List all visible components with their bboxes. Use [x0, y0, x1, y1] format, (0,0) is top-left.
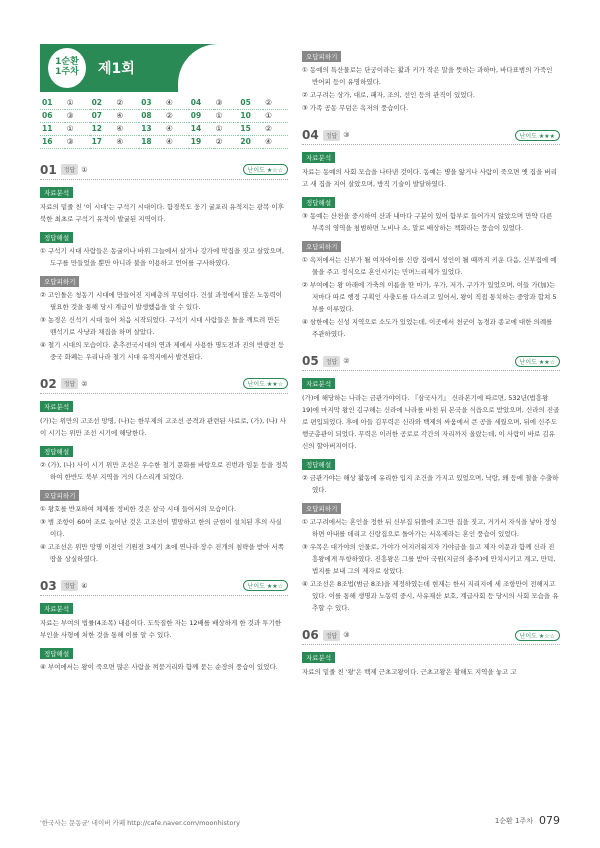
answer-choice: ③ — [65, 135, 90, 148]
round-badge — [48, 48, 86, 88]
answer-choice: ② — [263, 122, 288, 135]
header-corner-decoration — [178, 44, 288, 92]
answer-choice: ② — [214, 135, 239, 148]
answer-choice: ① — [214, 109, 239, 122]
question-number: 06 — [302, 628, 319, 642]
wrong-item: ② 부여에는 왕 아래에 가축의 이름을 딴 마가, 우가, 저가, 구가가 있었으며, 이들 가(加)는 저마다 따로 행정 구획인 사출도를 다스리고 있어서, 왕이 직접 통치하는 중앙과 합쳐 5부를 이루었다. — [302, 281, 557, 313]
answer-choice: ① — [214, 122, 239, 135]
explain-tag: 정답해설 — [40, 446, 73, 457]
answer-choice: ② — [164, 109, 189, 122]
wrong-tag: 오답피하기 — [40, 276, 79, 287]
analysis-tag: 자료분석 — [302, 378, 335, 389]
difficulty-badge: 난이도 ★★☆ — [243, 378, 288, 389]
wrong-item: ③ 우목은 대가야의 인물로, 가야가 어지러워지자 가야금을 들고 제자 이문과 함께 신라 진흥왕에게 투항하였다. 진흥왕은 그를 받아 국원(지금의 충주)에 안치시키고 계고, 만덕, 법지를 보내 그의 제자로 삼았다. — [302, 543, 556, 575]
difficulty-badge: 난이도 ★★★ — [515, 130, 560, 141]
wrong-item: ③ 범 조항이 60여 조로 늘어난 것은 고조선이 멸망하고 한의 군현이 설치된 후의 사실이다. — [40, 517, 282, 538]
analysis-tag: 자료분석 — [40, 603, 73, 614]
answer-number: 05 — [238, 96, 263, 109]
explain-text: ③ 동예는 산천을 중시하여 산과 내마다 구분이 있어 함부로 들어가지 않았으며 만약 다른 부족의 영역을 침범하면 노비나 소, 말로 배상하는 책화라는 풍습이 있었다. — [302, 212, 553, 232]
answer-number: 11 — [40, 122, 65, 135]
footer-week: 1순환 1주차 — [494, 816, 533, 825]
question-05-header — [302, 354, 560, 368]
correct-answer: ① — [81, 165, 88, 174]
explain-text: ② 금관가야는 해상 활동에 유리한 입지 조건을 가지고 있었으며, 낙랑, 왜 등에 철을 수출하였다. — [302, 474, 559, 494]
answer-choice: ④ — [164, 96, 189, 109]
question-number: 01 — [40, 162, 57, 177]
question-number: 05 — [302, 354, 319, 368]
answer-choice: ① — [263, 109, 288, 122]
wrong-tag: 오답피하기 — [302, 241, 341, 252]
wrong-tag: 오답피하기 — [40, 490, 79, 501]
wrong-item: ③ 가족 공동 무덤은 옥저의 풍습이다. — [302, 104, 409, 112]
analysis-tag: 자료분석 — [302, 652, 335, 663]
answer-number: 18 — [139, 135, 164, 148]
analysis-text: 자료의 밑줄 친 '이 시대'는 구석기 시대이다. 함경북도 웅기 굴포리 유적지는 광복 이후 북한 최초로 구석기 유적이 발굴된 지역이다. — [40, 202, 284, 223]
analysis-text: (가)는 위만의 고조선 망명, (나)는 한무제의 고조선 공격과 관련된 사료로, (가), (나) 사이 시기는 위만 조선 시기에 해당한다. — [40, 416, 286, 437]
answer-choice: ④ — [164, 135, 189, 148]
badge-line2: 1주차 — [55, 67, 79, 77]
answer-number: 19 — [189, 135, 214, 148]
right-column — [302, 44, 560, 678]
answer-number: 17 — [90, 135, 115, 148]
wrong-item: ① 옥저에서는 신부가 될 여자아이를 신랑 집에서 성인이 될 때까지 키운 다음, 신부집에 예물을 주고 정식으로 혼인시키는 민며느리제가 있었다. — [302, 256, 557, 276]
page-number: 079 — [539, 814, 560, 827]
wrong-item: ① 동예의 특산물로는 단궁이라는 활과 키가 작은 말을 뜻하는 과하마, 바다표범의 가죽인 반어피 등이 유명하였다. — [302, 66, 553, 86]
correct-answer: ③ — [343, 631, 350, 639]
correct-answer: ② — [81, 379, 88, 388]
answer-row — [40, 135, 288, 148]
round-header — [40, 44, 288, 92]
answer-choice: ④ — [114, 122, 139, 135]
explain-tag: 정답해설 — [40, 648, 73, 659]
wrong-item: ④ 철기 시대의 모습이다. 춘추전국시대의 연과 제에서 사용한 명도전과 진의 반량전 등 중국 화폐는 우리나라 철기 시대 유적지에서 발견된다. — [40, 340, 285, 361]
difficulty-badge: 난이도 ★★☆ — [243, 580, 288, 591]
question-number: 03 — [40, 578, 57, 593]
answer-row — [40, 96, 288, 109]
answer-choice: ④ — [263, 135, 288, 148]
answer-choice: ③ — [65, 109, 90, 122]
question-01-header — [40, 163, 288, 177]
answer-choice: ① — [65, 96, 90, 109]
answer-number: 15 — [238, 122, 263, 135]
wrong-tag: 오답피하기 — [302, 503, 341, 514]
answer-number: 04 — [189, 96, 214, 109]
explain-text: ① 구석기 시대 사람들은 동굴이나 바위 그늘에서 살거나 강가에 막집을 짓고 살았으며, 도구를 만들었을 뿐만 아니라 불을 이용하고 언어를 구사하였다. — [40, 246, 285, 267]
answer-number: 13 — [139, 122, 164, 135]
correct-answer: ④ — [81, 581, 88, 590]
question-04-header — [302, 128, 560, 142]
wrong-tag: 오답피하기 — [302, 51, 341, 62]
question-03-header — [40, 579, 288, 593]
footer-cafe-link: '한국사는 문동균' 네이버 카페 http://cafe.naver.com/moonhistory — [40, 819, 240, 827]
wrong-item: ④ 고조선은 위만 망명 이전인 기원전 3세기 초에 연나라 장수 진개의 침략을 받아 서쪽 땅을 상실하였다. — [40, 542, 285, 563]
answer-choice: ③ — [214, 96, 239, 109]
explain-text: ④ 부여에서는 왕이 죽으면 많은 사람을 껴묻거리와 함께 묻는 순장의 풍습이 있었다. — [40, 662, 278, 671]
analysis-text: 자료는 부여의 법률(4조목) 내용이다. 도둑질한 자는 12배를 배상하게 한 것과 투기한 부인을 사형에 처한 것을 통해 이를 알 수 있다. — [40, 618, 282, 639]
correct-label: 정답 — [61, 378, 79, 389]
answer-choice: ④ — [164, 122, 189, 135]
wrong-item: ① 고구려에서는 혼인을 정한 뒤 신부집 뒤뜰에 조그만 집을 짓고, 거기서 자식을 낳아 장성하면 아내를 데리고 신랑집으로 돌아가는 서옥제라는 혼인 풍습이 있었다. — [302, 518, 557, 538]
answer-number: 01 — [40, 96, 65, 109]
explain-tag: 정답해설 — [302, 459, 335, 470]
analysis-tag: 자료분석 — [40, 401, 73, 412]
badge-line1: 1순환 — [55, 57, 79, 68]
explain-tag: 정답해설 — [40, 232, 73, 243]
correct-label: 정답 — [323, 356, 341, 367]
explain-tag: 정답해설 — [302, 197, 335, 208]
answer-number: 20 — [238, 135, 263, 148]
difficulty-badge: 난이도 ★☆☆ — [515, 630, 560, 641]
answer-number: 08 — [139, 109, 164, 122]
wrong-item: ④ 고조선은 8조법(범금 8조)을 제정하였는데 현재는 한서 지리지에 세 조항만이 전해지고 있다. 이를 통해 생명과 노동력 중시, 사유재산 보호, 계급사회 등 당시의 사회 모습을 유추할 수 있다. — [302, 580, 559, 612]
wrong-item: ④ 삼한에는 신성 지역으로 소도가 있었는데, 이곳에서 천군이 농경과 종교에 대한 의례를 주관하였다. — [302, 318, 553, 338]
wrong-item: ② 고구려는 상가, 대로, 패자, 조의, 선인 등의 관직이 있었다. — [302, 91, 475, 99]
round-title: 제1회 — [98, 61, 135, 77]
analysis-text: (가)에 해당하는 나라는 금관가야이다. 『삼국사기』 신라본기에 따르면, 532년(법흥왕 19)에 마지막 왕인 김구해는 신라에 나라를 바친 뒤 본국을 식읍으로 받았으며, 신라의 진골로 편입되었다. 후에 아들 김무력은 신라와 백제의 싸움에서 큰 공을 세웠으며, 뒤에 신주도 행군총관이 되었다. 무력은 이러한 공로로 각간의 자리까지 올랐는데, 이 사람이 바로 김유신의 할아버지이다. — [302, 394, 560, 450]
question-number: 02 — [40, 376, 57, 391]
wrong-item: ② 고인돌은 청동기 시대에 만들어진 지배층의 무덤이다. 건설 과정에서 많은 노동력이 필요한 것을 통해 당시 계급이 발생했음을 알 수 있다. — [40, 290, 283, 311]
correct-label: 정답 — [323, 130, 341, 141]
question-02-header — [40, 377, 288, 391]
correct-label: 정답 — [323, 630, 341, 641]
left-column — [40, 44, 288, 673]
analysis-text: 자료의 밑줄 친 '왕'은 백제 근초고왕이다. 근초고왕은 황해도 지역을 놓고 고 — [302, 668, 517, 676]
explain-text: ② (가), (나) 사이 시기 위만 조선은 우수한 철기 문화를 바탕으로 진번과 임둔 등을 정복하여 한반도 북부 지역을 거의 다스리게 되었다. — [40, 460, 288, 481]
wrong-item: ③ 농경은 신석기 시대 들어 처음 시작되었다. 구석기 시대 사람들은 돌을 깨트려 만든 뗀석기로 사냥과 채집을 하며 살았다. — [40, 315, 280, 336]
answer-number: 09 — [189, 109, 214, 122]
answer-choice: ② — [263, 96, 288, 109]
answer-number: 03 — [139, 96, 164, 109]
correct-label: 정답 — [61, 164, 79, 175]
answer-choice: ④ — [114, 109, 139, 122]
answer-table — [40, 96, 288, 149]
question-number: 04 — [302, 128, 319, 142]
analysis-text: 자료는 동예의 사회 모습을 나타낸 것이다. 동예는 병을 앓거나 사람이 죽으면 옛 집을 버리고 새 집을 지어 살았으며, 방직 기술이 발달하였다. — [302, 168, 557, 188]
correct-label: 정답 — [61, 580, 79, 591]
answer-number: 07 — [90, 109, 115, 122]
analysis-tag: 자료분석 — [40, 187, 73, 198]
answer-number: 10 — [238, 109, 263, 122]
difficulty-badge: 난이도 ★★☆ — [515, 356, 560, 367]
answer-number: 06 — [40, 109, 65, 122]
answer-row — [40, 122, 288, 135]
footer-page-info — [495, 814, 560, 827]
answer-choice: ① — [65, 122, 90, 135]
answer-choice: ② — [114, 96, 139, 109]
answer-number: 12 — [90, 122, 115, 135]
answer-number: 14 — [189, 122, 214, 135]
answer-row — [40, 109, 288, 122]
answer-choice: ④ — [114, 135, 139, 148]
correct-answer: ② — [343, 357, 350, 365]
answer-number: 16 — [40, 135, 65, 148]
correct-answer: ③ — [343, 131, 350, 139]
question-06-header — [302, 628, 560, 642]
analysis-tag: 자료분석 — [302, 152, 335, 163]
wrong-item: ① 왕호를 반포하여 체제를 정비한 것은 삼국 시대 들어서의 모습이다. — [40, 504, 237, 513]
difficulty-badge: 난이도 ★☆☆ — [243, 164, 288, 175]
answer-number: 02 — [90, 96, 115, 109]
